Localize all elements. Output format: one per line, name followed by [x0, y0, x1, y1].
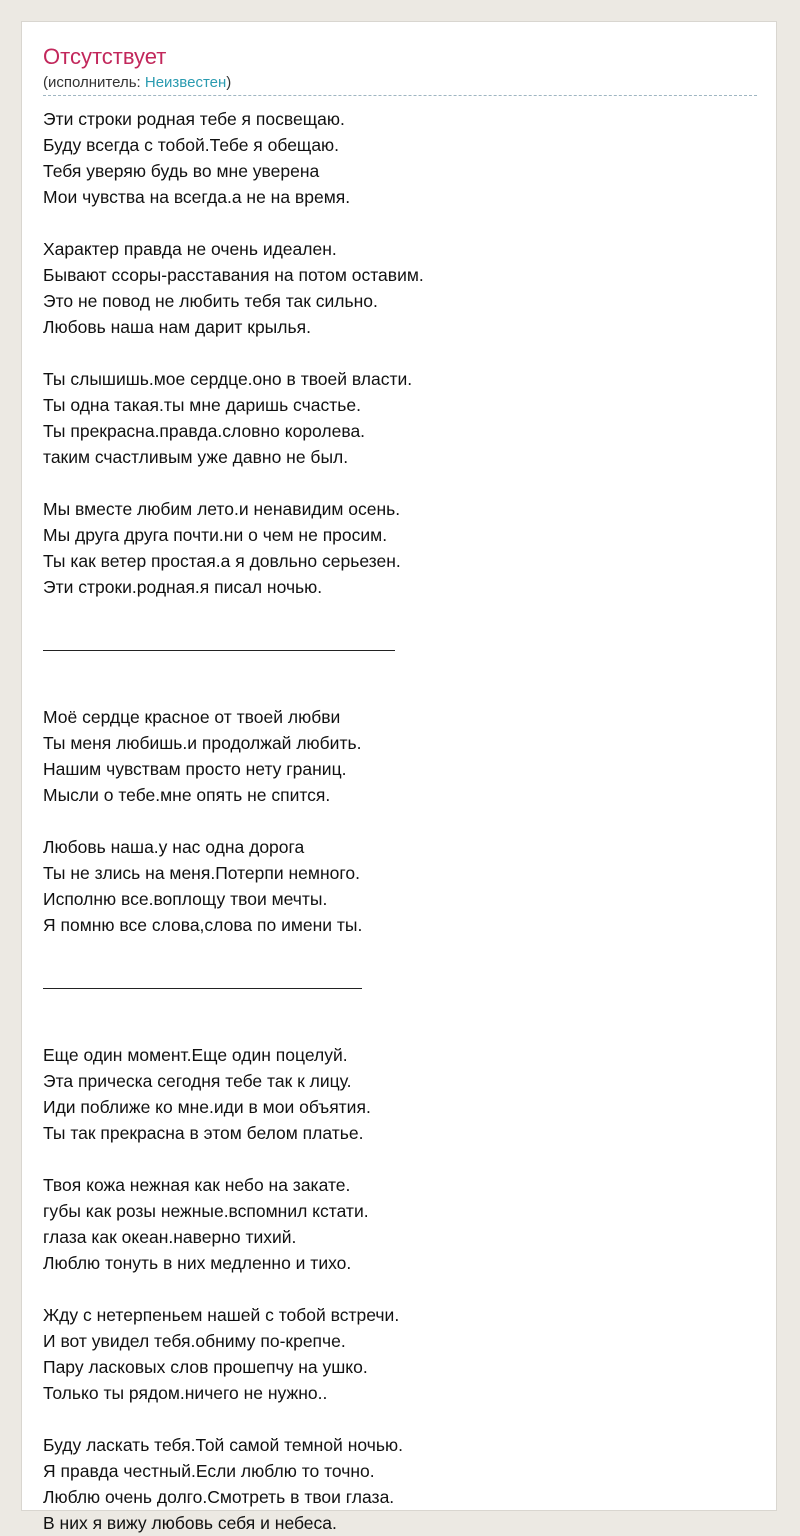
artist-link[interactable]: Неизвестен [144, 74, 227, 91]
lyric-line: Тебя уверяю будь во мне уверена [43, 161, 320, 181]
lyric-line: Моё сердце красное от твоей любви [43, 707, 341, 727]
artist-prefix: (исполнитель: [43, 74, 145, 91]
stanza-10 [43, 1432, 743, 1536]
stanza-3 [43, 366, 743, 470]
lyric-line: Характер правда не очень идеален. [43, 239, 337, 259]
lyric-line: Исполню все.воплощу твои мечты. [43, 889, 328, 909]
lyric-line: В них я вижу любовь себя и небеса. [43, 1513, 337, 1533]
lyric-line: Любовь наша нам дарит крылья. [43, 317, 311, 337]
lyric-line: Только ты рядом.ничего не нужно.. [43, 1383, 328, 1403]
lyric-line: Это не повод не любить тебя так сильно. [43, 291, 378, 311]
lyric-line: И вот увидел тебя.обниму по-крепче. [43, 1331, 346, 1351]
lyric-line: Мы друга друга почти.ни о чем не просим. [43, 525, 388, 545]
stanza-gap [43, 470, 743, 496]
stanza-1 [43, 106, 743, 210]
stanza-6 [43, 834, 743, 938]
stanza-gap [43, 340, 743, 366]
song-header [43, 43, 757, 96]
lyric-line: Иди поближе ко мне.иди в мои объятия. [43, 1097, 371, 1117]
lyric-line: Твоя кожа нежная как небо на закате. [43, 1175, 351, 1195]
lyric-line: Эти строки родная тебе я посвещаю. [43, 109, 345, 129]
separator-rule [43, 988, 362, 989]
stanza-gap [43, 1276, 743, 1302]
lyric-line: Люблю тонуть в них медленно и тихо. [43, 1253, 352, 1273]
lyric-line: Нашим чувствам просто нету границ. [43, 759, 347, 779]
lyric-line: Я помню все слова,слова по имени ты. [43, 915, 363, 935]
lyric-line: Буду ласкать тебя.Той самой темной ночью. [43, 1435, 403, 1455]
lyric-line: Ты так прекрасна в этом белом платье. [43, 1123, 364, 1143]
separator-block [43, 938, 743, 1042]
lyric-line: Люблю очень долго.Смотреть в твои глаза. [43, 1487, 395, 1507]
lyric-line: губы как розы нежные.вспомнил кстати. [43, 1201, 369, 1221]
stanza-gap [43, 210, 743, 236]
stanza-gap [43, 808, 743, 834]
lyric-line: Жду с нетерпеньем нашей с тобой встречи. [43, 1305, 400, 1325]
artist-line [43, 73, 231, 93]
stanza-gap [43, 1406, 743, 1432]
lyric-line: Мысли о тебе.мне опять не спится. [43, 785, 331, 805]
stanza-8 [43, 1172, 743, 1276]
stanza-gap [43, 1146, 743, 1172]
stanza-9 [43, 1302, 743, 1406]
stanza-7 [43, 1042, 743, 1146]
stanza-5 [43, 704, 743, 808]
lyric-line: Ты слышишь.мое сердце.оно в твоей власти. [43, 369, 413, 389]
stanza-2 [43, 236, 743, 340]
lyric-line: Буду всегда с тобой.Тебе я обещаю. [43, 135, 340, 155]
lyric-line: Ты меня любишь.и продолжай любить. [43, 733, 362, 753]
lyric-line: Пару ласковых слов прошепчу на ушко. [43, 1357, 368, 1377]
lyric-line: Ты одна такая.ты мне даришь счастье. [43, 395, 361, 415]
lyric-line: таким счастливым уже давно не был. [43, 447, 349, 467]
song-title: Отсутствует [43, 44, 167, 69]
lyric-line: Мои чувства на всегда.а не на время. [43, 187, 351, 207]
lyrics-body [43, 106, 743, 1536]
lyric-line: Бывают ссоры-расставания на потом оставим. [43, 265, 424, 285]
lyrics-card [21, 21, 777, 1533]
lyric-line: Ты как ветер простая.а я довльно серьезен. [43, 551, 401, 571]
separator-rule [43, 650, 395, 651]
lyric-line: Эти строки.родная.я писал ночью. [43, 577, 323, 597]
lyric-line: Мы вместе любим лето.и ненавидим осень. [43, 499, 401, 519]
lyric-line: Любовь наша.у нас одна дорога [43, 837, 305, 857]
lyric-line: Эта прическа сегодня тебе так к лицу. [43, 1071, 352, 1091]
separator-block [43, 600, 743, 704]
stanza-4 [43, 496, 743, 600]
artist-suffix: ) [226, 74, 232, 91]
lyric-line: Ты не злись на меня.Потерпи немного. [43, 863, 360, 883]
lyric-line: глаза как океан.наверно тихий. [43, 1227, 297, 1247]
lyric-line: Еще один момент.Еще один поцелуй. [43, 1045, 348, 1065]
lyric-line: Ты прекрасна.правда.словно королева. [43, 421, 366, 441]
lyric-line: Я правда честный.Если люблю то точно. [43, 1461, 375, 1481]
